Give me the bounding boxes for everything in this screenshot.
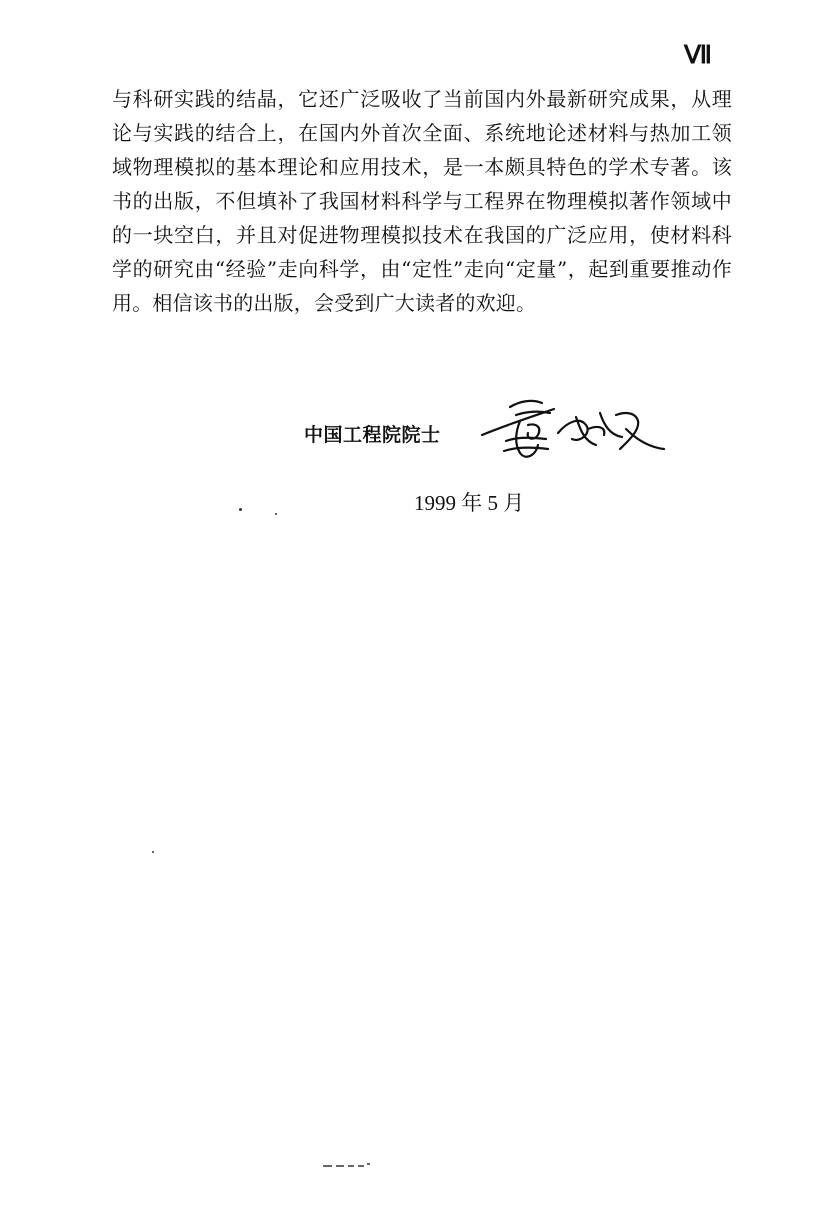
speck (152, 851, 154, 853)
handwritten-signature (476, 395, 671, 467)
speck (275, 513, 277, 515)
body-paragraph: 与科研实践的结晶，它还广泛吸收了当前国内外最新研究成果，从理论与实践的结合上，在国内外首次全面、系统地论述材料与热加工领域物理模拟的基本理论和应用技术，是一本颇具特色的学术专著。该书的出版，不但填补了我国材料科学与工程界在物理模拟著作领域中的一块空白，并且对促进物理模拟技术在我国的广泛应用，使材料科学的研究由“经验”走向科学，由“定性”走向“定量”，起到重要推动作用。相信该书的出版，会受到广大读者的欢迎。 (112, 87, 732, 315)
page-number: Ⅶ (684, 42, 711, 69)
signature-block (304, 420, 441, 447)
signer-title: 中国工程院院士 (304, 424, 441, 446)
speck (239, 508, 242, 511)
footer-marks (322, 1162, 372, 1168)
date-line: 1999 年 5 月 (414, 491, 525, 515)
